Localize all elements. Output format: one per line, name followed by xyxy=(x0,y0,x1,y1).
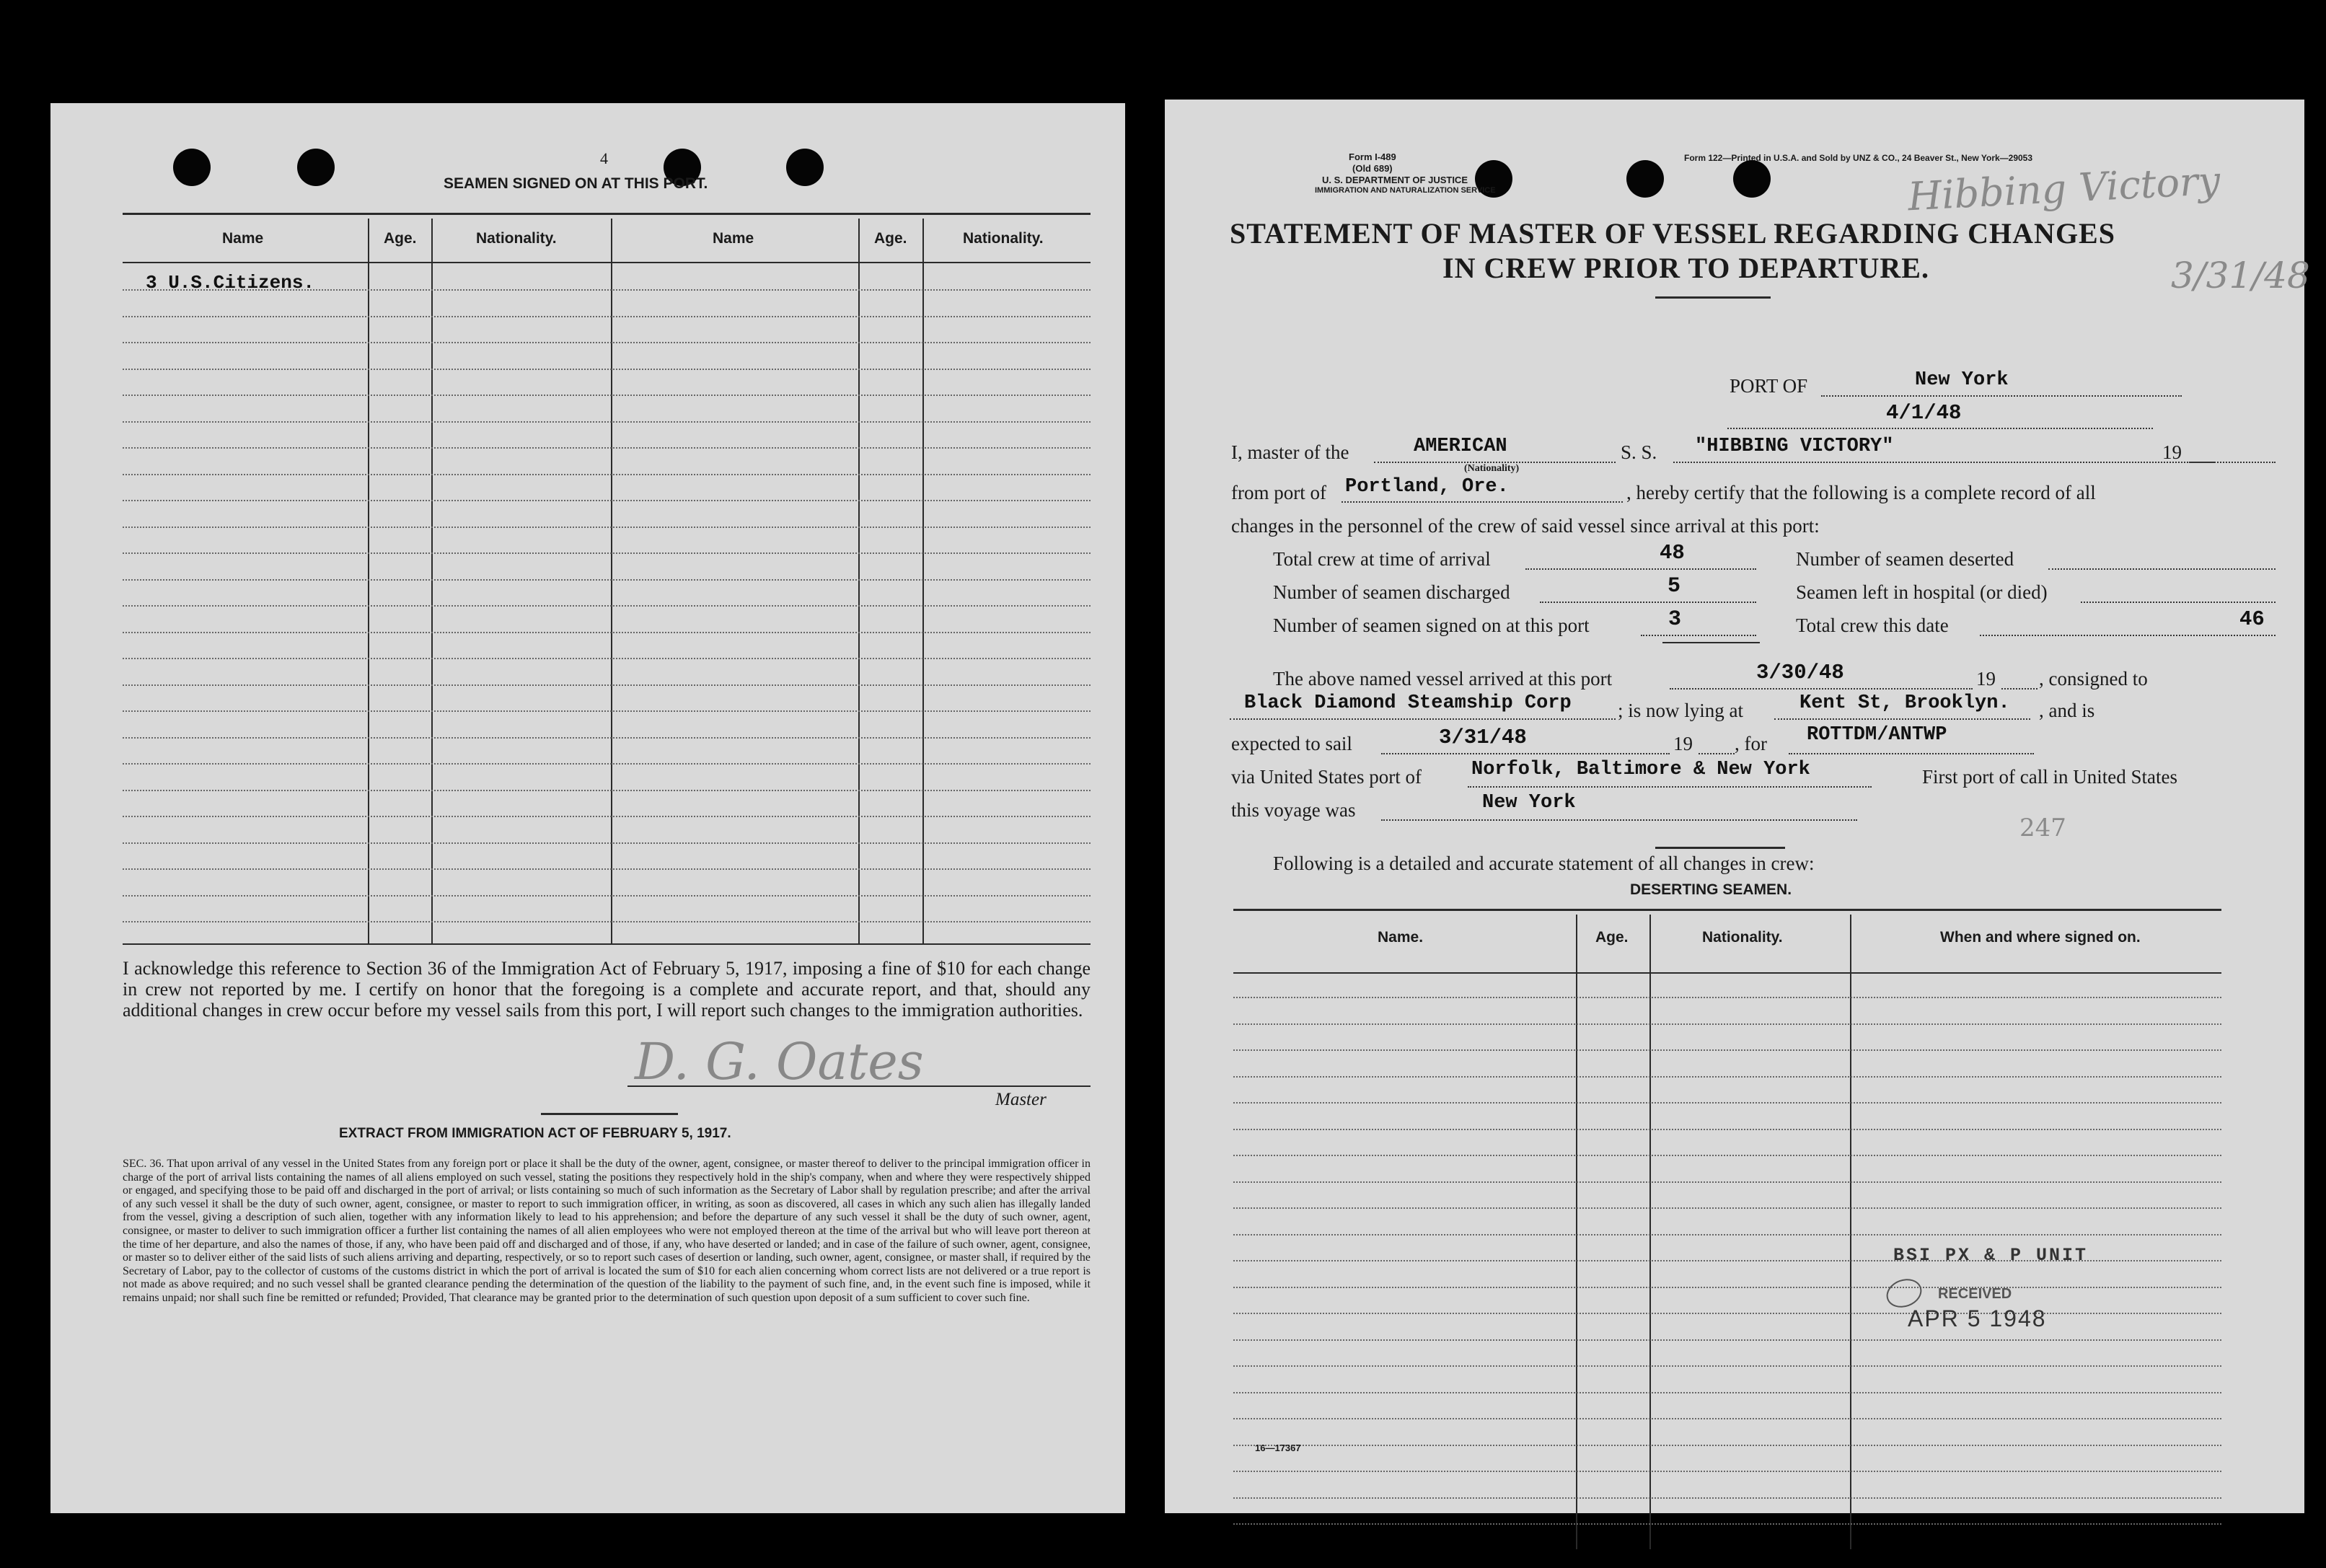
column-divider xyxy=(858,219,860,943)
total-crew-date-label: Total crew this date xyxy=(1796,615,1949,636)
divider xyxy=(541,1113,678,1115)
for-label: , for xyxy=(1735,733,1767,754)
table-row xyxy=(123,289,1091,291)
voyage-label: this voyage was xyxy=(1231,799,1356,821)
punch-hole xyxy=(297,149,335,186)
table-row xyxy=(123,737,1091,739)
table-row xyxy=(123,395,1091,396)
changes-text: changes in the personnel of the crew of said vessel since arrival at this port: xyxy=(1231,515,1820,537)
column-header-name: Name xyxy=(713,230,754,247)
right-page xyxy=(1165,100,2310,1513)
fill-line xyxy=(1821,395,2182,397)
bsi-unit-stamp: BSI PX & P UNIT xyxy=(1893,1245,2089,1266)
handwritten-date: 3/31/48 xyxy=(2171,255,2310,296)
column-divider xyxy=(1649,915,1651,1549)
port-value: New York xyxy=(1915,369,2009,391)
via-port-label: via United States port of xyxy=(1231,766,1422,788)
voyage-port-value: New York xyxy=(1482,792,1576,814)
table-row xyxy=(1233,1497,2221,1499)
column-header-nationality: Nationality. xyxy=(476,230,557,247)
expected-year-prefix: 19 xyxy=(1673,733,1693,754)
fill-line xyxy=(1381,819,1857,821)
table-row xyxy=(1233,1234,2221,1236)
table-row xyxy=(1233,1049,2221,1051)
port-label: PORT OF xyxy=(1730,375,1808,397)
fill-line xyxy=(1381,753,1670,754)
fill-line xyxy=(1230,718,1616,720)
table-row xyxy=(1233,1155,2221,1156)
fill-line xyxy=(1699,753,1735,754)
fill-line xyxy=(1641,635,1756,636)
fill-line xyxy=(1727,428,2153,429)
via-port-value: Norfolk, Baltimore & New York xyxy=(1471,759,1810,780)
consignee-value: Black Diamond Steamship Corp xyxy=(1244,692,1572,714)
table-row xyxy=(1233,1207,2221,1209)
table-row xyxy=(123,816,1091,817)
service-name: IMMIGRATION AND NATURALIZATION SERVICE xyxy=(1315,186,1496,195)
table-row xyxy=(123,342,1091,343)
table-row xyxy=(123,527,1091,528)
table-row xyxy=(1233,1471,2221,1472)
table-row xyxy=(123,790,1091,791)
lying-at-label: ; is now lying at xyxy=(1618,700,1743,721)
punch-hole xyxy=(1733,160,1771,198)
arrived-label: The above named vessel arrived at this port xyxy=(1273,668,1613,690)
fill-line xyxy=(1774,718,2030,720)
printer-line: Form 122—Printed in U.S.A. and Sold by UNZ & CO., 24 Beaver St., New York—29053 xyxy=(1684,153,2033,163)
column-divider xyxy=(431,219,433,943)
fill-line xyxy=(1342,501,1623,503)
table-row xyxy=(123,842,1091,844)
destination-value: ROTTDM/ANTWP xyxy=(1807,724,1947,746)
table-top-rule xyxy=(123,213,1091,215)
from-port-value: Portland, Ore. xyxy=(1345,476,1509,498)
table-row xyxy=(123,421,1091,423)
column-header-when-where: When and where signed on. xyxy=(1940,929,2141,946)
discharged-label: Number of seamen discharged xyxy=(1273,581,1510,603)
from-port-label: from port of xyxy=(1231,482,1326,503)
acknowledgment-text: I acknowledge this reference to Section 36 of the Immigration Act of February 5, 1917, imposing a fine of $10 for each change in crew not reported by me. I certify on honor that the foregoing is a complete and accurate report, and that, should any additional changes in crew occur before my vessel sails from this port, I will report such changes to the immigration authorities. xyxy=(123,958,1091,1021)
table-row xyxy=(1233,1287,2221,1288)
table-row xyxy=(1233,1392,2221,1393)
form-number: Form I-489 xyxy=(1349,151,1396,162)
fill-line xyxy=(2048,568,2276,570)
department-name: U. S. DEPARTMENT OF JUSTICE xyxy=(1322,175,1468,185)
and-is-text: , and is xyxy=(2039,700,2095,721)
following-text: Following is a detailed and accurate statement of all changes in crew: xyxy=(1273,853,1815,874)
total-crew-arrival-label: Total crew at time of arrival xyxy=(1273,548,1491,570)
punch-hole xyxy=(173,149,211,186)
column-header-nationality: Nationality. xyxy=(1702,929,1783,946)
form-title: IN CREW PRIOR TO DEPARTURE. xyxy=(1442,252,1929,284)
column-divider xyxy=(1576,915,1577,1549)
fill-line xyxy=(1980,635,2276,636)
date-value: 4/1/48 xyxy=(1886,401,1962,425)
expected-sail-value: 3/31/48 xyxy=(1439,726,1527,749)
column-header-name: Name xyxy=(222,230,264,247)
table-row xyxy=(123,658,1091,659)
fill-line xyxy=(2189,462,2276,463)
received-stamp-small: RECEIVED xyxy=(1938,1286,2012,1302)
table-row xyxy=(1233,1523,2221,1525)
year-prefix: 19 xyxy=(2162,441,2182,463)
table-row xyxy=(123,500,1091,501)
table-row xyxy=(1233,1076,2221,1078)
column-header-age: Age. xyxy=(874,230,907,247)
received-date-stamp: APR 5 1948 xyxy=(1908,1305,2047,1331)
page-number: 4 xyxy=(600,149,608,167)
table-row xyxy=(123,684,1091,686)
table-row xyxy=(1233,1023,2221,1025)
ss-label: S. S. xyxy=(1621,441,1657,463)
fill-line xyxy=(1525,568,1756,570)
column-header-nationality: Nationality. xyxy=(963,230,1044,247)
expected-sail-label: expected to sail xyxy=(1231,733,1352,754)
handwritten-number: 247 xyxy=(2019,814,2066,842)
punch-hole xyxy=(1626,160,1664,198)
lying-at-value: Kent St, Brooklyn. xyxy=(1799,692,2010,714)
table-row xyxy=(123,710,1091,712)
form-footer-code: 16—17367 xyxy=(1255,1443,1301,1453)
table-row xyxy=(123,447,1091,449)
table-row xyxy=(123,369,1091,370)
column-divider xyxy=(368,219,369,943)
nationality-value: AMERICAN xyxy=(1414,436,1507,457)
signed-on-label: Number of seamen signed on at this port xyxy=(1273,615,1590,636)
table-row xyxy=(123,868,1091,870)
table-row xyxy=(123,921,1091,922)
table-top-rule xyxy=(1233,909,2221,911)
column-divider xyxy=(922,219,924,943)
table-row xyxy=(1233,1445,2221,1446)
table-cell: 3 U.S.Citizens. xyxy=(146,272,315,294)
master-of-label: I, master of the xyxy=(1231,441,1349,463)
table-header-rule xyxy=(1233,972,2221,974)
fill-line xyxy=(1540,602,1756,603)
signature-line xyxy=(627,1085,1091,1087)
deserting-seamen-title: DESERTING SEAMEN. xyxy=(1630,881,1792,898)
fill-line xyxy=(2081,602,2276,603)
column-header-name: Name. xyxy=(1378,929,1424,946)
table-row xyxy=(123,474,1091,475)
table-row xyxy=(1233,1365,2221,1367)
fill-line xyxy=(1670,688,1973,690)
table-row xyxy=(123,632,1091,633)
master-signature: D. G. Oates xyxy=(635,1032,924,1091)
form-title: STATEMENT OF MASTER OF VESSEL REGARDING CHANGES xyxy=(1230,217,2115,250)
divider xyxy=(1655,847,1785,849)
table-row xyxy=(123,552,1091,554)
extract-text: SEC. 36. That upon arrival of any vessel in the United States from any foreign port or place it shall be the duty of the owner, agent, consignee, or master thereof to deliver to the principal immigration officer in charge of the port of arrival lists containing the names of all aliens employed on such vessel, stating the positions they respectively hold in the ship's company, when and where they were respectively shipped or engaged, and specifying those to be paid off and discharged in the port of arrival; or lists containing so much of such information as the Secretary of Labor shall by regulation prescribe; and after the arrival of any such vessel it shall be the duty of such owner, agent, consignee, or master to report to such immigration officer, in writing, as soon as discovered, all cases in which any such alien has illegally landed from the vessel, giving a description of such alien, together with any information likely to lead to his apprehension; and before the departure of any such vessel it shall be the duty of such owner, agent, consignee, or master to deliver to such immigration officer a further list containing the names of all alien employees who were not employed thereon at the time of the arrival but who will leave port thereon at the time of her departure, and also the names of those, if any, who have been paid off and discharged and of those, if any, who have deserted or landed; and in case of the failure of such owner, agent, consignee, or master so to deliver either of the said lists of such aliens arriving and departing, respectively, or so to report such cases of desertion or landing, such owner, agent, consignee, or master shall, if required by the Secretary of Labor, pay to the collector of customs of the customs district in which the port of arrival is located the sum of $10 for each alien concerning whom correct lists are not delivered or a true report is not made as above required; and no such vessel shall be granted clearance pending the determination of the question of the liability to the payment of such fine, and, in the event such fine is imposed, while it remains unpaid; nor shall such fine be remitted or refunded; Provided, That clearance may be granted prior to the determination of such question upon deposit of a sum sufficient to cover such fine. xyxy=(123,1158,1091,1304)
table-row xyxy=(123,895,1091,897)
table-row xyxy=(1233,997,2221,998)
fill-line xyxy=(1789,753,2034,754)
table-bottom-rule xyxy=(123,943,1091,945)
table-row xyxy=(123,316,1091,317)
table-row xyxy=(1233,1339,2221,1341)
master-label: Master xyxy=(995,1090,1047,1109)
punch-hole xyxy=(786,149,824,186)
table-row xyxy=(123,579,1091,581)
table-header-rule xyxy=(123,262,1091,263)
arrived-year-prefix: 19 xyxy=(1976,668,1996,690)
certify-text: , hereby certify that the following is a complete record of all xyxy=(1626,482,2096,503)
hospital-label: Seamen left in hospital (or died) xyxy=(1796,581,2048,603)
rule xyxy=(1662,642,1760,643)
column-divider xyxy=(611,219,612,943)
table-row xyxy=(1233,1418,2221,1419)
section-title: SEAMEN SIGNED ON AT THIS PORT. xyxy=(444,175,708,192)
discharged-value: 5 xyxy=(1668,574,1681,599)
deserted-label: Number of seamen deserted xyxy=(1796,548,2014,570)
table-row xyxy=(1233,1313,2221,1314)
table-row xyxy=(123,763,1091,765)
fill-line xyxy=(1468,786,1872,788)
consigned-label: , consigned to xyxy=(2039,668,2148,690)
nationality-caption: (Nationality) xyxy=(1464,463,1520,474)
arrived-date-value: 3/30/48 xyxy=(1756,661,1844,684)
table-row xyxy=(123,605,1091,607)
first-port-label: First port of call in United States xyxy=(1922,766,2177,788)
title-rule xyxy=(1655,296,1771,299)
column-header-age: Age. xyxy=(1595,929,1629,946)
form-old-number: (Old 689) xyxy=(1352,163,1393,174)
total-crew-arrival-value: 48 xyxy=(1660,541,1685,565)
extract-title: EXTRACT FROM IMMIGRATION ACT OF FEBRUARY 5, 1917. xyxy=(339,1126,731,1141)
left-page xyxy=(50,103,1125,1513)
total-crew-date-value: 46 xyxy=(2239,607,2265,631)
column-header-age: Age. xyxy=(384,230,417,247)
fill-line xyxy=(1673,462,2214,463)
vessel-name: "HIBBING VICTORY" xyxy=(1695,436,1894,457)
table-row xyxy=(1233,1129,2221,1130)
handwritten-vessel-name: Hibbing Victory xyxy=(1906,157,2221,220)
table-row xyxy=(1233,1181,2221,1183)
table-row xyxy=(1233,1102,2221,1104)
signed-on-value: 3 xyxy=(1668,607,1682,632)
fill-line xyxy=(2001,688,2038,690)
column-divider xyxy=(1850,915,1851,1549)
